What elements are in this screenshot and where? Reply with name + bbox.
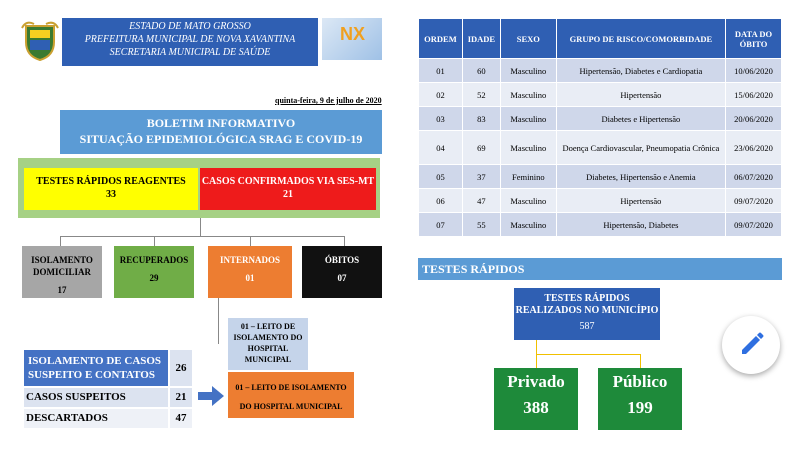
table-cell: 83 xyxy=(462,107,500,131)
table-cell: 20/06/2020 xyxy=(726,107,782,131)
table-cell: 03 xyxy=(419,107,463,131)
table-cell: Hipertensão xyxy=(556,83,725,107)
testes-reagentes-value: 33 xyxy=(106,189,116,200)
recuperados-box xyxy=(114,246,194,298)
testes-realizados-line2: REALIZADOS NO MUNICÍPIO xyxy=(515,305,659,316)
edit-fab-button[interactable] xyxy=(722,316,780,374)
col-header: IDADE xyxy=(462,19,500,59)
header-line-secretaria: SECRETARIA MUNICIPAL DE SAÚDE xyxy=(109,47,271,58)
header-title-box xyxy=(62,18,318,66)
tree-connector xyxy=(536,340,537,354)
tree-connector xyxy=(536,354,537,368)
casos-confirmados-box xyxy=(200,168,376,210)
bulletin-subtitle: SITUAÇÃO EPIDEMIOLÓGICA SRAG E COVID-19 xyxy=(79,132,363,146)
table-row xyxy=(419,165,782,189)
internados-value: 01 xyxy=(245,273,255,283)
nx-logo-text: NX xyxy=(340,24,366,44)
privado-label: Privado xyxy=(507,372,565,391)
casos-confirmados-label: CASOS CONFIRMADOS VIA SES-MT xyxy=(201,176,375,187)
table-cell: 55 xyxy=(462,213,500,237)
testes-reagentes-label: TESTES RÁPIDOS REAGENTES xyxy=(36,176,186,187)
municipal-crest-icon xyxy=(20,18,60,62)
testes-rapidos-heading: TESTES RÁPIDOS xyxy=(418,258,782,280)
privado-box xyxy=(494,368,578,430)
suspeitos-label: ISOLAMENTO DE CASOS SUSPEITO E CONTATOS xyxy=(24,350,168,386)
table-cell: 69 xyxy=(462,131,500,165)
table-cell: Masculino xyxy=(500,131,556,165)
table-cell: 02 xyxy=(419,83,463,107)
descartados-label: DESCARTADOS xyxy=(24,409,168,428)
table-cell: Masculino xyxy=(500,83,556,107)
table-cell: Masculino xyxy=(500,189,556,213)
col-header: SEXO xyxy=(500,19,556,59)
col-header: ORDEM xyxy=(419,19,463,59)
obitos-label: ÓBITOS xyxy=(324,255,360,265)
descartados-value: 47 xyxy=(170,409,192,428)
internados-box xyxy=(208,246,292,298)
table-cell: Hipertensão, Diabetes xyxy=(556,213,725,237)
tree-connector xyxy=(218,298,219,344)
recuperados-label: RECUPERADOS xyxy=(119,255,189,265)
casos-suspeitos-label: CASOS SUSPEITOS xyxy=(24,388,168,407)
table-cell: 10/06/2020 xyxy=(726,59,782,83)
isolamento-domiciliar-label: ISOLAMENTO DOMICILIAR xyxy=(31,255,93,277)
testes-realizados-box xyxy=(514,288,660,340)
leito-isolamento-box: 01 – LEITO DE ISOLAMENTO DO HOSPITAL MUNICIPAL xyxy=(228,318,308,370)
table-cell: Diabetes e Hipertensão xyxy=(556,107,725,131)
testes-reagentes-box xyxy=(24,168,198,210)
table-cell: Hipertensão xyxy=(556,189,725,213)
table-cell: 60 xyxy=(462,59,500,83)
table-row xyxy=(419,131,782,165)
table-row xyxy=(419,59,782,83)
isolamento-domiciliar-value: 17 xyxy=(57,285,67,295)
table-cell: 09/07/2020 xyxy=(726,189,782,213)
recuperados-value: 29 xyxy=(149,273,159,283)
table-row xyxy=(419,107,782,131)
table-cell: Feminino xyxy=(500,165,556,189)
header-line-state: ESTADO DE MATO GROSSO xyxy=(129,21,251,32)
obitos-box xyxy=(302,246,382,298)
bulletin-date: quinta-feira, 9 de julho de 2020 xyxy=(275,96,382,105)
table-row xyxy=(419,189,782,213)
publico-value: 199 xyxy=(627,398,653,417)
table-cell: 01 xyxy=(419,59,463,83)
table-cell: 23/06/2020 xyxy=(726,131,782,165)
internados-label: INTERNADOS xyxy=(219,255,280,265)
tree-connector xyxy=(640,354,641,368)
table-cell: Doença Cardiovascular, Pneumopatia Crônica xyxy=(556,131,725,165)
suspeitos-value: 26 xyxy=(170,350,192,386)
table-row xyxy=(419,83,782,107)
table-cell: Masculino xyxy=(500,213,556,237)
table-cell: 07 xyxy=(419,213,463,237)
table-cell: Hipertensão, Diabetes e Cardiopatia xyxy=(556,59,725,83)
obitos-value: 07 xyxy=(337,273,347,283)
header-line-prefeitura: PREFEITURA MUNICIPAL DE NOVA XAVANTINA xyxy=(84,34,296,45)
testes-realizados-value: 587 xyxy=(579,321,595,332)
bulletin-title: BOLETIM INFORMATIVO xyxy=(146,116,296,130)
casos-suspeitos-value: 21 xyxy=(170,388,192,407)
table-cell: Diabetes, Hipertensão e Anemia xyxy=(556,165,725,189)
leito-hospital-box xyxy=(228,372,354,418)
table-cell: 06/07/2020 xyxy=(726,165,782,189)
publico-label: Público xyxy=(612,372,668,391)
tree-connector xyxy=(344,236,345,246)
table-cell: 06 xyxy=(419,189,463,213)
table-cell: 15/06/2020 xyxy=(726,83,782,107)
bulletin-title-box xyxy=(60,110,382,154)
tree-connector xyxy=(200,218,201,236)
table-cell: Masculino xyxy=(500,59,556,83)
tree-connector xyxy=(60,236,61,246)
casos-confirmados-value: 21 xyxy=(283,189,293,200)
isolamento-domiciliar-box xyxy=(22,246,102,298)
publico-box xyxy=(598,368,682,430)
table-cell: 47 xyxy=(462,189,500,213)
table-row xyxy=(419,213,782,237)
arrow-right-icon xyxy=(198,386,224,411)
obitos-table xyxy=(418,18,782,237)
privado-value: 388 xyxy=(523,398,549,417)
suspeitos-table xyxy=(24,350,192,428)
col-header: GRUPO DE RISCO/COMORBIDADE xyxy=(556,19,725,59)
table-cell: 05 xyxy=(419,165,463,189)
table-cell: 04 xyxy=(419,131,463,165)
table-cell: 37 xyxy=(462,165,500,189)
table-cell: 52 xyxy=(462,83,500,107)
leito-hospital-line2: DO HOSPITAL MUNICIPAL xyxy=(239,402,343,411)
tree-connector xyxy=(60,236,344,237)
table-cell: Masculino xyxy=(500,107,556,131)
testes-realizados-line1: TESTES RÁPIDOS xyxy=(544,293,630,304)
leito-hospital-line1: 01 – LEITO DE ISOLAMENTO xyxy=(235,383,347,392)
table-cell: 09/07/2020 xyxy=(726,213,782,237)
col-header: DATA DO ÓBITO xyxy=(726,19,782,59)
tree-connector xyxy=(536,354,640,355)
tree-connector xyxy=(250,236,251,246)
pencil-icon xyxy=(722,316,780,374)
tree-connector xyxy=(154,236,155,246)
